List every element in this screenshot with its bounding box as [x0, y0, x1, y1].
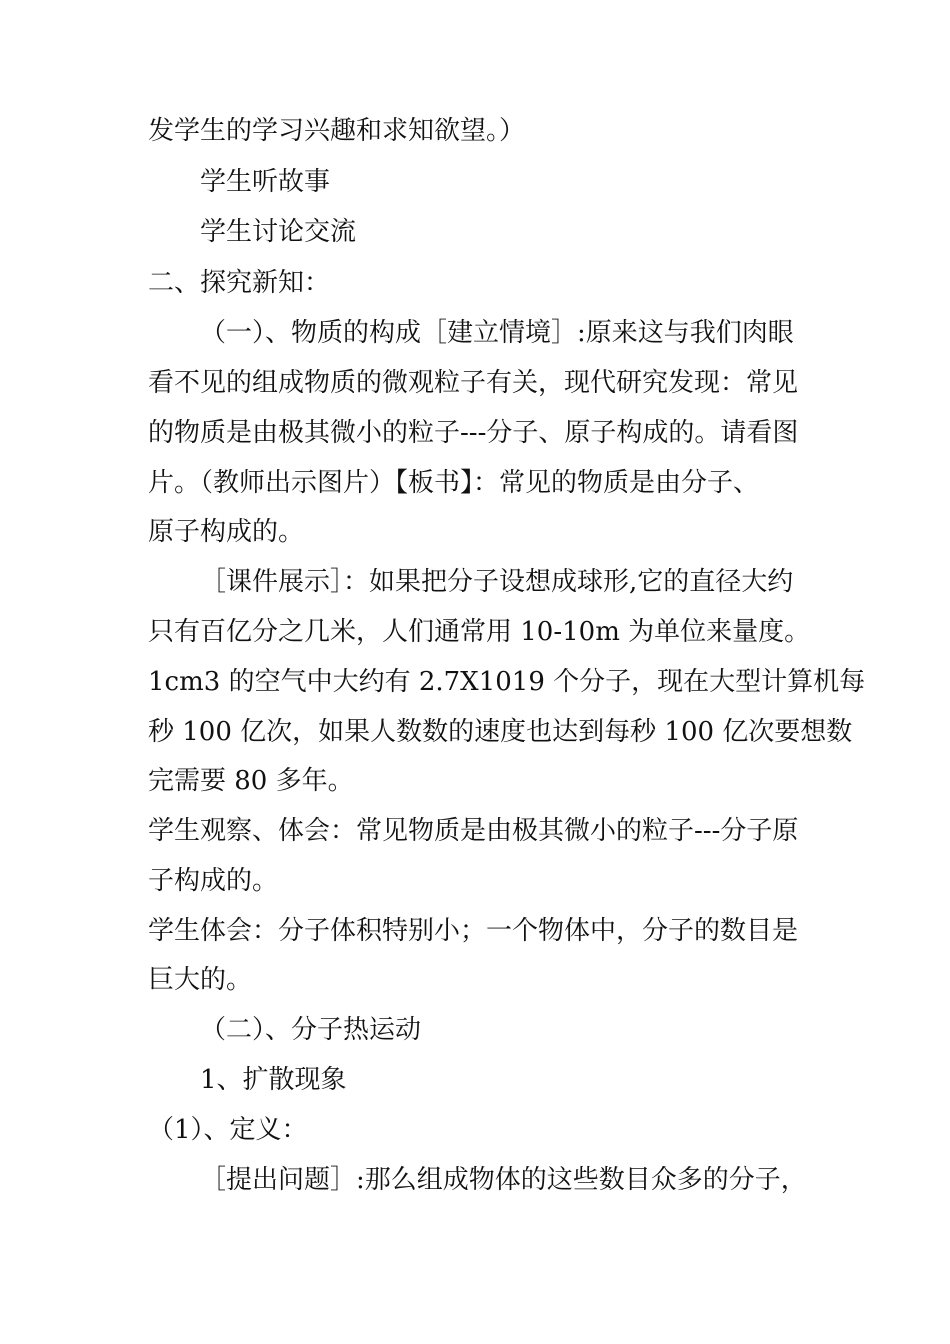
text-line-courseware-4: 秒 100 亿次，如果人数数的速度也达到每秒 100 亿次要想数 [148, 717, 853, 747]
subsection-heading-thermal-motion: （二）、分子热运动 [200, 1015, 422, 1045]
text-line-experience-1: 学生体会：分子体积特别小；一个物体中，分子的数目是 [148, 916, 799, 946]
subsection-heading-diffusion: 1、扩散现象 [200, 1065, 347, 1095]
text-line-observe-1: 学生观察、体会：常见物质是由极其微小的粒子---分子原 [148, 816, 799, 846]
text-line-courseware-1: ［课件展示］：如果把分子设想成球形,它的直径大约 [200, 567, 794, 597]
text-line-question: ［提出问题］:那么组成物体的这些数目众多的分子， [200, 1165, 807, 1195]
section-heading-explore: 二、探究新知： [148, 268, 331, 298]
text-line-composition-1: （一）、物质的构成［建立情境］:原来这与我们肉眼 [200, 318, 794, 348]
text-line-courseware-5: 完需要 80 多年。 [148, 766, 354, 796]
text-line-composition-3: 的物质是由极其微小的粒子---分子、原子构成的。请看图 [148, 418, 799, 448]
text-line-composition-4: 片。（教师出示图片）【板书】：常见的物质是由分子、 [148, 468, 760, 498]
text-line-courseware-2: 只有百亿分之几米，人们通常用 10-10m 为单位来量度。 [148, 617, 811, 647]
text-line-observe-2: 子构成的。 [148, 866, 279, 896]
text-line-composition-2: 看不见的组成物质的微观粒子有关，现代研究发现：常见 [148, 368, 799, 398]
text-line-courseware-3: 1cm3 的空气中大约有 2.7X1019 个分子，现在大型计算机每 [148, 667, 866, 697]
text-line-composition-5: 原子构成的。 [148, 517, 305, 547]
text-line-students-discuss: 学生讨论交流 [200, 217, 357, 247]
text-line-experience-2: 巨大的。 [148, 965, 253, 995]
subsection-heading-definition: （1）、定义： [148, 1115, 308, 1145]
text-line-continuation: 发学生的学习兴趣和求知欲望。） [148, 116, 526, 146]
text-line-students-listen: 学生听故事 [200, 167, 331, 197]
